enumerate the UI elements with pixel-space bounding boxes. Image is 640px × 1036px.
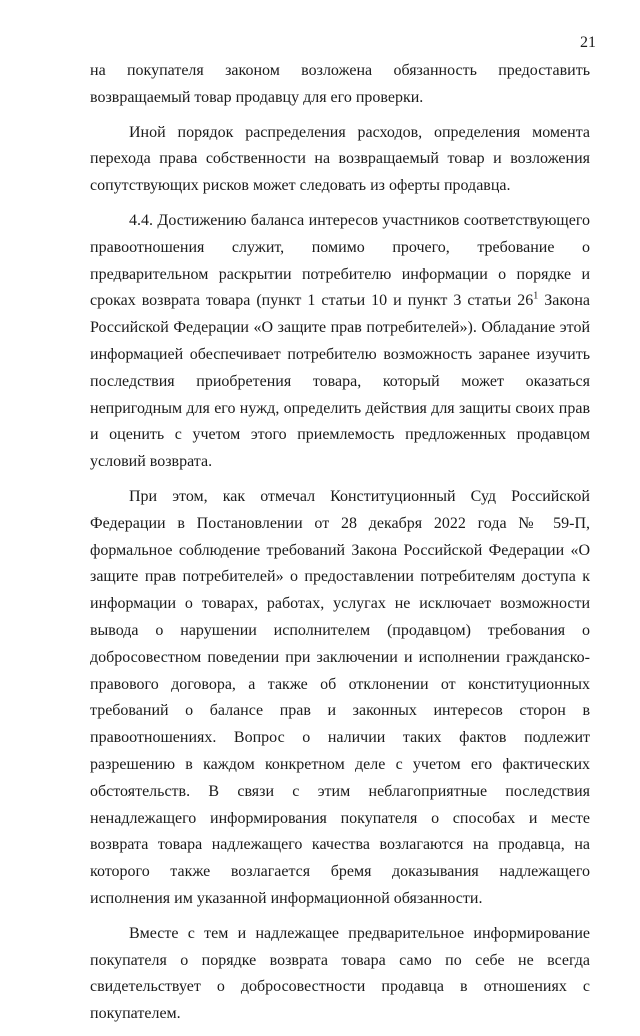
paragraph-other-procedure: Иной порядок распределения расходов, определения момента перехода права собственности на возвращаемый товар и возложения сопутствующих рисков может следовать из оферты продавца. xyxy=(90,123,590,195)
article-superscript: 1 xyxy=(533,291,539,303)
paragraph-conclusion: Вместе с тем и надлежащее предварительное информирование покупателя о порядке возврата товара само по себе не всегда свидетельствует о добросовестности продавца в отношениях с покупателем. xyxy=(90,924,590,1023)
paragraph-constitutional-court: При этом, как отмечал Конституционный Суд Российской Федерации в Постановлении от 28 декабря 2022 года № 59-П, формальное соблюдение требований Закона Российской Федерации «О защите прав потребителей» о предоставлении потребителям доступа к информации о товарах, работах, услугах не исключает возможности вывода о нарушении исполнителем (продавцом) требования о добросовестном поведении при заключении и исполнении гражданско-правового договора, а также об отклонении от конституционных требований о балансе прав и законных интересов сторон в правоотношениях. Вопрос о наличии таких фактов подлежит разрешению в каждом конкретном деле с учетом его фактических обстоятельств. В связи с этим неблагоприятные последствия ненадлежащего информирования покупателя о способах и месте возврата товара надлежащего качества возлагаются на продавца, на которого также возлагается бремя доказывания надлежащего исполнения им указанной информационной обязанности. xyxy=(90,487,590,907)
page-number: 21 xyxy=(580,34,596,51)
paragraph-section-4-4 xyxy=(90,208,590,476)
paragraph-section-4-4-part-1: 4.4. Достижению баланса интересов участников соответствующего правоотношения служит, помимо прочего, требование о предварительном раскрытии потребителю информации о порядке и сроках возврата товара (пункт 1 статьи 10 и пункт 3 статьи 26 xyxy=(90,211,590,310)
paragraph-continued: на покупателя законом возложена обязанность предоставить возвращаемый товар продавцу для его проверки. xyxy=(90,62,590,106)
document-body xyxy=(90,58,590,1036)
paragraph-section-4-4-part-2: Закона Российской Федерации «О защите прав потребителей»). Обладание этой информацией обеспечивает потребителю возможность заранее изучить последствия приобретения товара, который может оказаться непригодным для его нужд, определить действия для защиты своих прав и оценить с учетом этого приемлемость предложенных продавцом условий возврата. xyxy=(90,292,591,471)
